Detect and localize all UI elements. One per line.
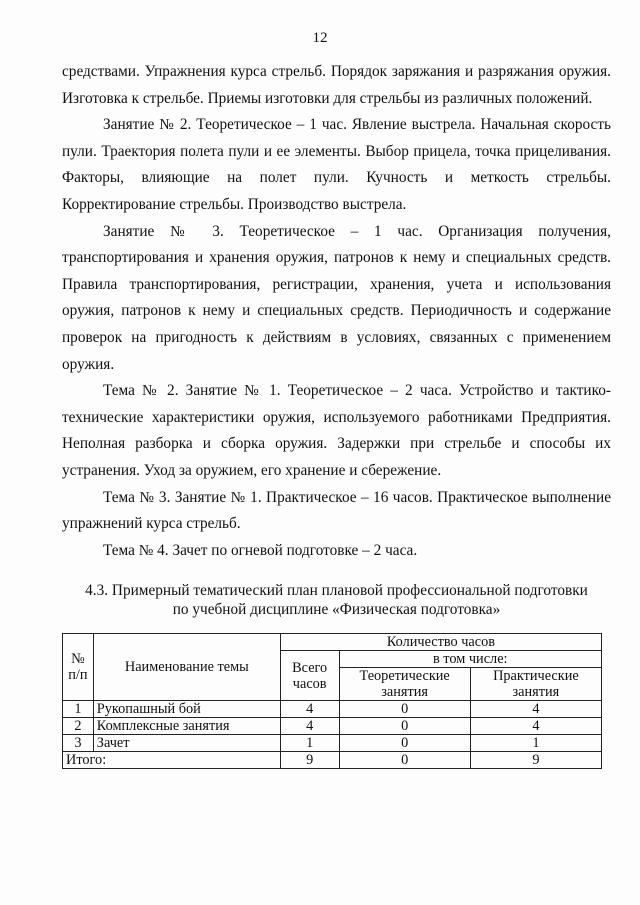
cell-num: 2 <box>63 718 94 735</box>
header-theory: Теоретические занятия <box>339 668 470 701</box>
paragraph-lesson-2: Занятие № 2. Теоретическое – 1 час. Явление выстрела. Начальная скорость пули. Траектория полета пули и ее элементы. Выбор прицела, точка прицеливания. Факторы, влияющие на полет пули. Кучность и меткость стрельбы. Корректирование стрельбы. Производство выстрела. <box>62 116 611 213</box>
paragraph-topic-3: Тема № 3. Занятие № 1. Практическое – 16 часов. Практическое выполнение упражнений курса стрельб. <box>62 488 611 533</box>
cell-topic-name: Рукопашный бой <box>93 701 280 718</box>
cell-topic-name: Зачет <box>93 735 280 752</box>
cell-practice: 9 <box>470 752 601 769</box>
cell-num: 3 <box>63 735 94 752</box>
cell-topic-name: Комплексные занятия <box>93 718 280 735</box>
cell-theory: 0 <box>339 701 470 718</box>
paragraph-topic-4: Тема № 4. Зачет по огневой подготовке – 2 часа. <box>103 541 418 559</box>
table-total-row <box>63 752 602 769</box>
cell-theory: 0 <box>339 752 470 769</box>
table-row <box>63 735 602 752</box>
body-text <box>62 59 611 564</box>
cell-num: 1 <box>63 701 94 718</box>
cell-total: 4 <box>280 701 339 718</box>
table-row <box>63 718 602 735</box>
cell-practice: 1 <box>470 735 601 752</box>
header-including: в том числе: <box>339 651 602 668</box>
page-number: 12 <box>312 30 328 46</box>
paragraph-topic-2: Тема № 2. Занятие № 1. Теоретическое – 2 часа. Устройство и тактико-технические характеристики оружия, используемого работниками Предприятия. Неполная разборка и сборка оружия. Задержки при стрельбе и способы их устранения. Уход за оружием, его хранение и сбережение. <box>62 382 611 479</box>
cell-theory: 0 <box>339 735 470 752</box>
cell-total: 4 <box>280 718 339 735</box>
header-total-hours: Всего часов <box>280 651 339 701</box>
paragraph-continuation: средствами. Упражнения курса стрельб. Порядок заряжания и разряжания оружия. Изготовка к стрельбе. Приемы изготовки для стрельбы из различных положений. <box>62 63 611 107</box>
paragraph-lesson-3: Занятие № 3. Теоретическое – 1 час. Организация получения, транспортирования и хранения оружия, патронов к нему и специальных средств. Правила транспортирования, регистрации, хранения, учета и использования оружия, патронов к нему и специальных средств. Периодичность и содержание проверок на пригодность к действиям в условиях, связанных с применением оружия. <box>62 222 611 373</box>
cell-theory: 0 <box>339 718 470 735</box>
section-heading <box>62 581 611 619</box>
section-heading-line-2: по учебной дисциплине «Физическая подготовка» <box>172 601 501 618</box>
cell-total-label: Итого: <box>63 752 281 769</box>
header-practice: Практические занятия <box>470 668 601 701</box>
cell-practice: 4 <box>470 718 601 735</box>
section-heading-line-1: 4.3. Примерный тематический план плановой профессиональной подготовки <box>85 582 588 599</box>
header-num: № п/п <box>63 634 94 701</box>
header-hours-group: Количество часов <box>280 634 601 651</box>
cell-total: 1 <box>280 735 339 752</box>
header-topic-name: Наименование темы <box>93 634 280 701</box>
thematic-plan-table <box>62 633 602 769</box>
table-header-row <box>63 634 602 651</box>
cell-practice: 4 <box>470 701 601 718</box>
table-row <box>63 701 602 718</box>
cell-total: 9 <box>280 752 339 769</box>
